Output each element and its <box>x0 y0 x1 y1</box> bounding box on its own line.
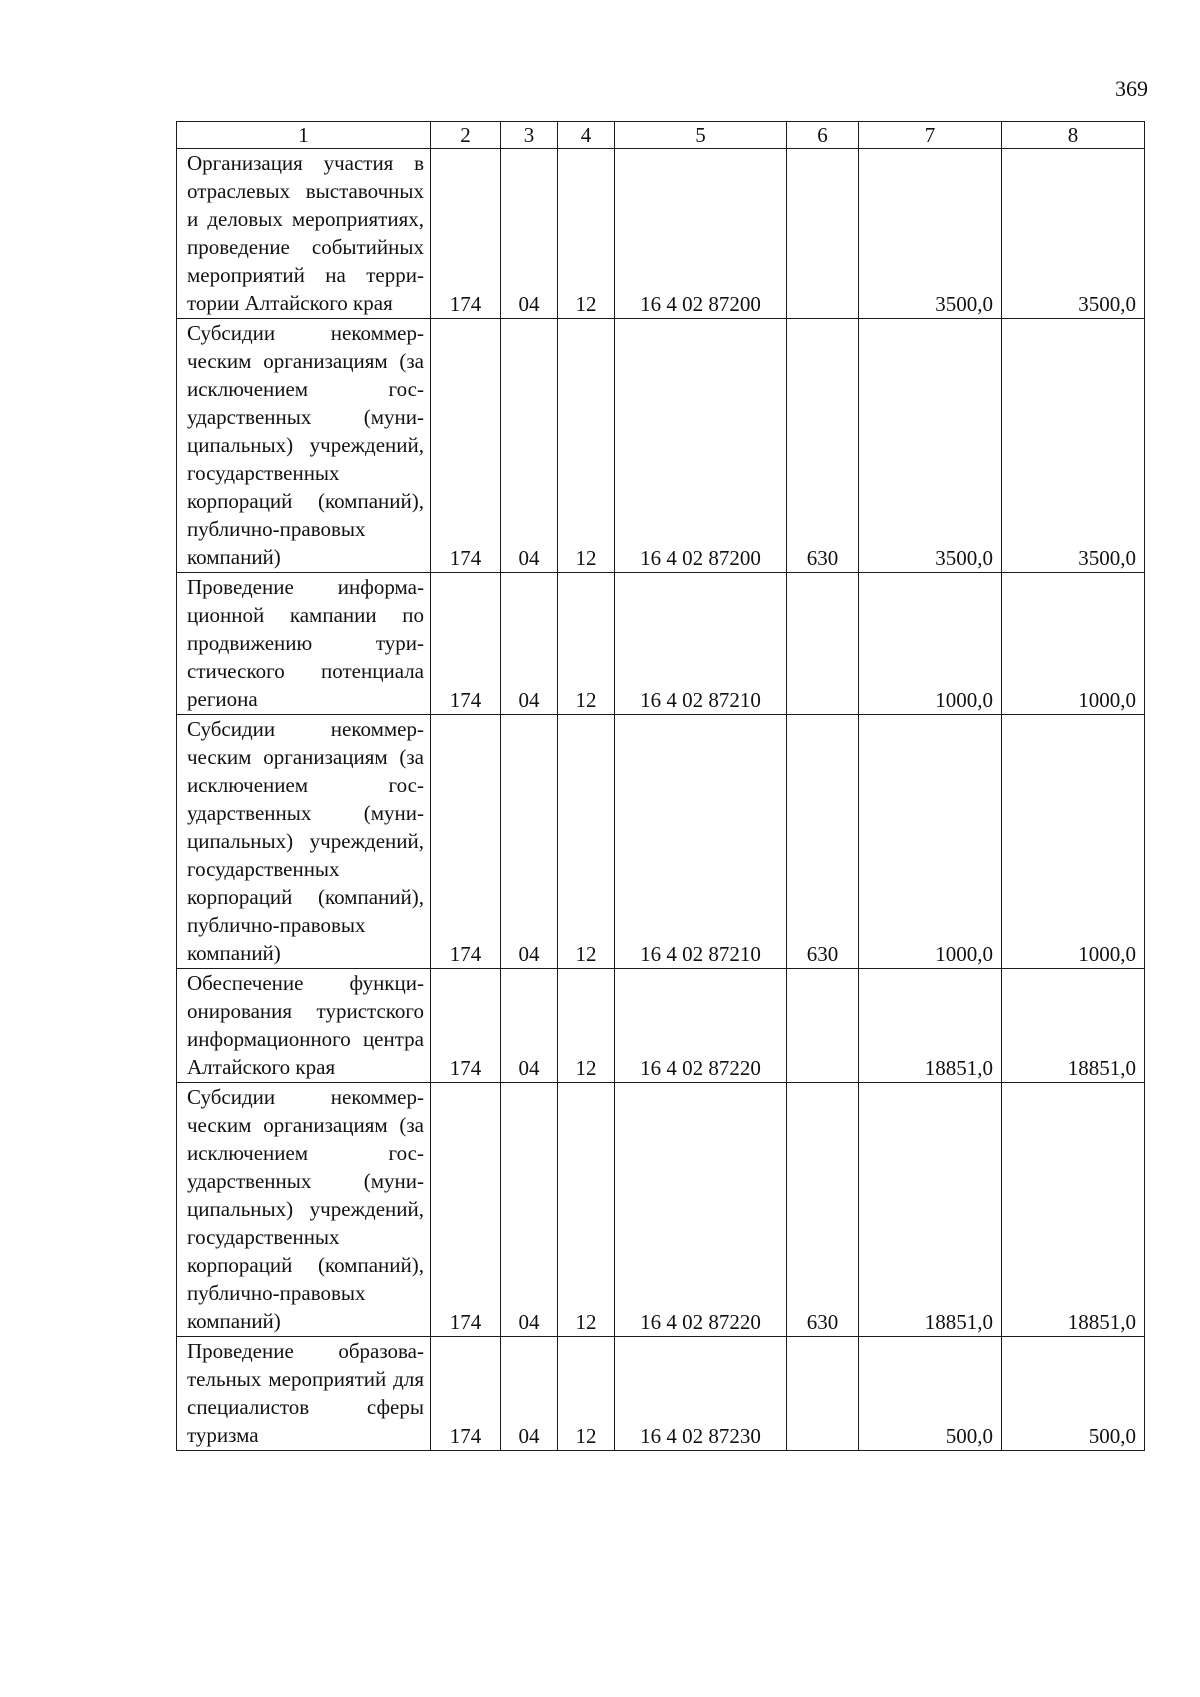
section-code: 04 <box>501 969 558 1083</box>
page-number: 369 <box>1115 76 1148 101</box>
amount-column-8: 1000,0 <box>1002 715 1145 969</box>
table-row <box>177 149 1145 319</box>
table-row <box>177 1337 1145 1451</box>
row-description: Субсидии некоммерческим организациям (за исключением государственных (муниципальных) учреждений, государственных корпораций (компаний), публично-правовых компаний) <box>177 1083 431 1337</box>
target-article-code: 16 4 02 87210 <box>615 715 787 969</box>
target-article-code: 16 4 02 87230 <box>615 1337 787 1451</box>
target-article-code: 16 4 02 87220 <box>615 1083 787 1337</box>
expense-type-code: 630 <box>787 319 859 573</box>
column-header-8: 8 <box>1002 122 1145 149</box>
amount-column-8: 3500,0 <box>1002 149 1145 319</box>
row-description: Проведение образовательных мероприятий для специалистов сферы туризма <box>177 1337 431 1451</box>
subsection-code: 12 <box>558 1083 615 1337</box>
section-code: 04 <box>501 715 558 969</box>
table-row <box>177 319 1145 573</box>
row-description: Субсидии некоммерческим организациям (за исключением государственных (муниципальных) учреждений, государственных корпораций (компаний), публично-правовых компаний) <box>177 715 431 969</box>
column-header-5: 5 <box>615 122 787 149</box>
table-row <box>177 715 1145 969</box>
target-article-code: 16 4 02 87210 <box>615 573 787 715</box>
amount-column-8: 1000,0 <box>1002 573 1145 715</box>
section-code: 04 <box>501 149 558 319</box>
subsection-code: 12 <box>558 319 615 573</box>
target-article-code: 16 4 02 87200 <box>615 319 787 573</box>
header-row <box>177 122 1145 149</box>
table-row <box>177 573 1145 715</box>
column-header-2: 2 <box>431 122 501 149</box>
row-description: Организация участия в отраслевых выставочных и деловых мероприятиях, проведение событийных мероприятий на территории Алтайского края <box>177 149 431 319</box>
amount-column-7: 500,0 <box>859 1337 1002 1451</box>
subsection-code: 12 <box>558 715 615 969</box>
section-code: 04 <box>501 573 558 715</box>
expense-type-code <box>787 573 859 715</box>
amount-column-7: 1000,0 <box>859 715 1002 969</box>
section-code: 04 <box>501 319 558 573</box>
column-header-1: 1 <box>177 122 431 149</box>
expense-type-code <box>787 969 859 1083</box>
row-description: Субсидии некоммерческим организациям (за исключением государственных (муниципальных) учреждений, государственных корпораций (компаний), публично-правовых компаний) <box>177 319 431 573</box>
column-header-3: 3 <box>501 122 558 149</box>
table-row <box>177 969 1145 1083</box>
amount-column-7: 18851,0 <box>859 969 1002 1083</box>
column-header-4: 4 <box>558 122 615 149</box>
column-header-7: 7 <box>859 122 1002 149</box>
expense-type-code: 630 <box>787 1083 859 1337</box>
expense-type-code <box>787 149 859 319</box>
amount-column-7: 1000,0 <box>859 573 1002 715</box>
expense-type-code: 630 <box>787 715 859 969</box>
ministry-code: 174 <box>431 1083 501 1337</box>
amount-column-7: 3500,0 <box>859 149 1002 319</box>
subsection-code: 12 <box>558 1337 615 1451</box>
row-description: Проведение информационной кампании по продвижению туристического потенциала региона <box>177 573 431 715</box>
subsection-code: 12 <box>558 573 615 715</box>
ministry-code: 174 <box>431 149 501 319</box>
amount-column-8: 18851,0 <box>1002 969 1145 1083</box>
ministry-code: 174 <box>431 969 501 1083</box>
table-row <box>177 1083 1145 1337</box>
subsection-code: 12 <box>558 149 615 319</box>
ministry-code: 174 <box>431 1337 501 1451</box>
ministry-code: 174 <box>431 573 501 715</box>
ministry-code: 174 <box>431 715 501 969</box>
target-article-code: 16 4 02 87220 <box>615 969 787 1083</box>
amount-column-7: 18851,0 <box>859 1083 1002 1337</box>
amount-column-8: 3500,0 <box>1002 319 1145 573</box>
section-code: 04 <box>501 1337 558 1451</box>
amount-column-7: 3500,0 <box>859 319 1002 573</box>
expense-type-code <box>787 1337 859 1451</box>
amount-column-8: 18851,0 <box>1002 1083 1145 1337</box>
ministry-code: 174 <box>431 319 501 573</box>
subsection-code: 12 <box>558 969 615 1083</box>
budget-table <box>176 121 1145 1451</box>
column-header-6: 6 <box>787 122 859 149</box>
target-article-code: 16 4 02 87200 <box>615 149 787 319</box>
row-description: Обеспечение функционирования туристского информационного центра Алтайского края <box>177 969 431 1083</box>
section-code: 04 <box>501 1083 558 1337</box>
amount-column-8: 500,0 <box>1002 1337 1145 1451</box>
